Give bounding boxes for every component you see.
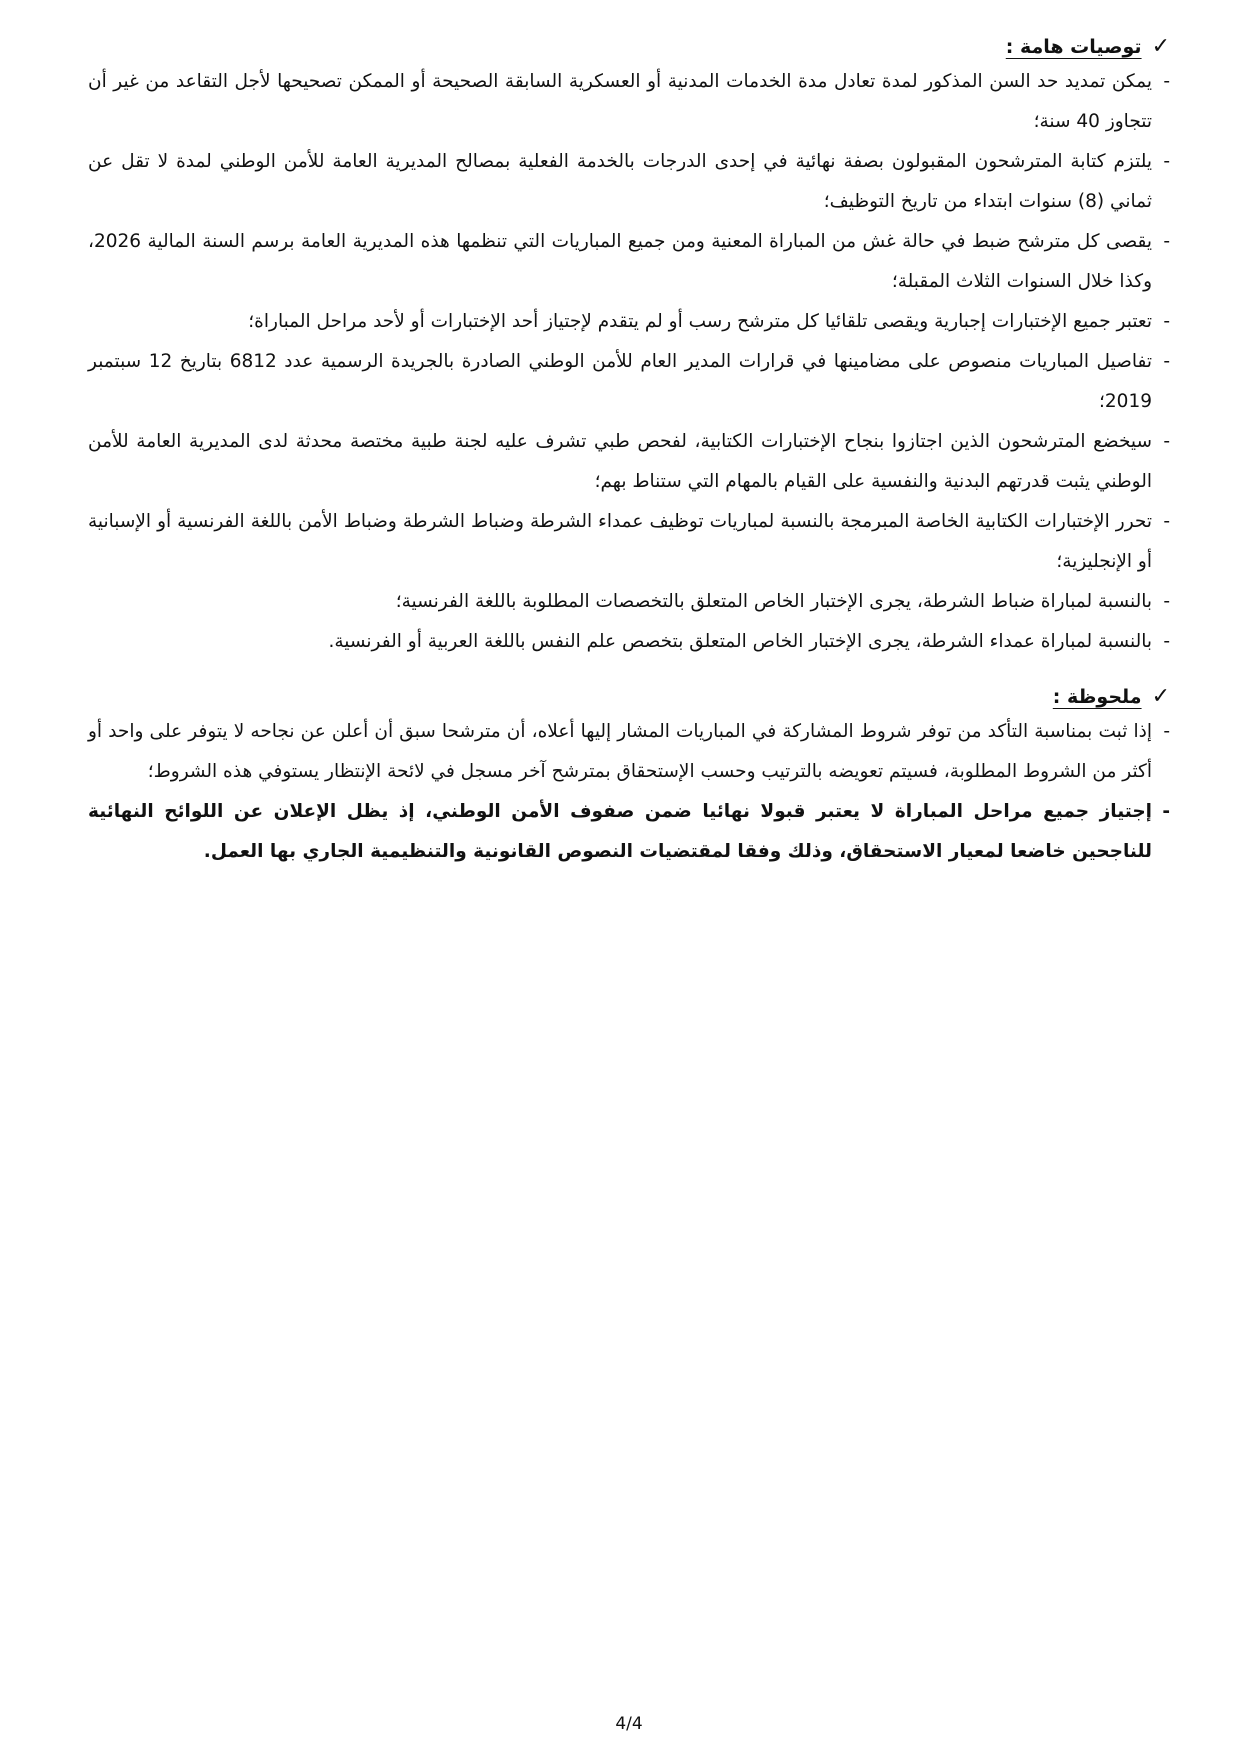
list-item: - سيخضع المترشحون الذين اجتازوا بنجاح الإختبارات الكتابية، لفحص طبي تشرف عليه لجنة طبية مختصة محدثة لدى المديرية العامة للأمن الوطني يثبت قدرتهم البدنية والنفسية على القيام بالمهام التي ستناط بهم؛ [88, 422, 1170, 502]
page-number: 4/4 [615, 1714, 643, 1734]
recommendations-heading [88, 36, 1170, 58]
note-list [88, 712, 1170, 872]
list-item: - يقصى كل مترشح ضبط في حالة غش من المباراة المعنية ومن جميع المباريات التي تنظمها هذه المديرية العامة برسم السنة المالية 2026، وكذا خلال السنوات الثلاث المقبلة؛ [88, 222, 1170, 302]
list-item: - يمكن تمديد حد السن المذكور لمدة تعادل مدة الخدمات المدنية أو العسكرية السابقة الصحيحة أو الممكن تصحيحها لأجل التقاعد من غير أن تتجاوز 40 سنة؛ [88, 62, 1170, 142]
section-spacer [88, 662, 1170, 678]
list-item: - بالنسبة لمباراة ضباط الشرطة، يجرى الإختبار الخاص المتعلق بالتخصصات المطلوبة باللغة الفرنسية؛ [88, 582, 1170, 622]
list-item-bold: - إجتياز جميع مراحل المباراة لا يعتبر قبولا نهائيا ضمن صفوف الأمن الوطني، إذ يظل الإعلان عن اللوائح النهائية للناجحين خاضعا لمعيار الاستحقاق، وذلك وفقا لمقتضيات النصوص القانونية والتنظيمية الجاري بها العمل. [88, 792, 1170, 872]
checkmark-icon: ✓ [1151, 684, 1170, 709]
list-item: - تفاصيل المباريات منصوص على مضامينها في قرارات المدير العام للأمن الوطني الصادرة بالجريدة الرسمية عدد 6812 بتاريخ 12 سبتمبر 2019؛ [88, 342, 1170, 422]
list-item: - بالنسبة لمباراة عمداء الشرطة، يجرى الإختبار الخاص المتعلق بتخصص علم النفس باللغة العربية أو الفرنسية. [88, 622, 1170, 662]
note-heading [88, 686, 1170, 708]
note-title: ملحوظة : [1052, 686, 1142, 708]
list-item: - تحرر الإختبارات الكتابية الخاصة المبرمجة بالنسبة لمباريات توظيف عمداء الشرطة وضباط الشرطة وضباط الأمن باللغة الفرنسية أو الإسبانية أو الإنجليزية؛ [88, 502, 1170, 582]
document-page [88, 28, 1170, 1754]
checkmark-icon: ✓ [1151, 34, 1170, 59]
list-item: - يلتزم كتابة المترشحون المقبولون بصفة نهائية في إحدى الدرجات بالخدمة الفعلية بمصالح المديرية العامة للأمن الوطني لمدة لا تقل عن ثماني (8) سنوات ابتداء من تاريخ التوظيف؛ [88, 142, 1170, 222]
list-item: - تعتبر جميع الإختبارات إجبارية ويقصى تلقائيا كل مترشح رسب أو لم يتقدم لإجتياز أحد الإختبارات أو لأحد مراحل المباراة؛ [88, 302, 1170, 342]
recommendations-list [88, 62, 1170, 662]
list-item: - إذا ثبت بمناسبة التأكد من توفر شروط المشاركة في المباريات المشار إليها أعلاه، أن مترشحا سبق أن أعلن عن نجاحه لا يتوفر على واحد أو أكثر من الشروط المطلوبة، فسيتم تعويضه بالترتيب وحسب الإستحقاق بمترشح آخر مسجل في لائحة الإنتظار يستوفي هذه الشروط؛ [88, 712, 1170, 792]
recommendations-title: توصيات هامة : [1005, 36, 1142, 58]
